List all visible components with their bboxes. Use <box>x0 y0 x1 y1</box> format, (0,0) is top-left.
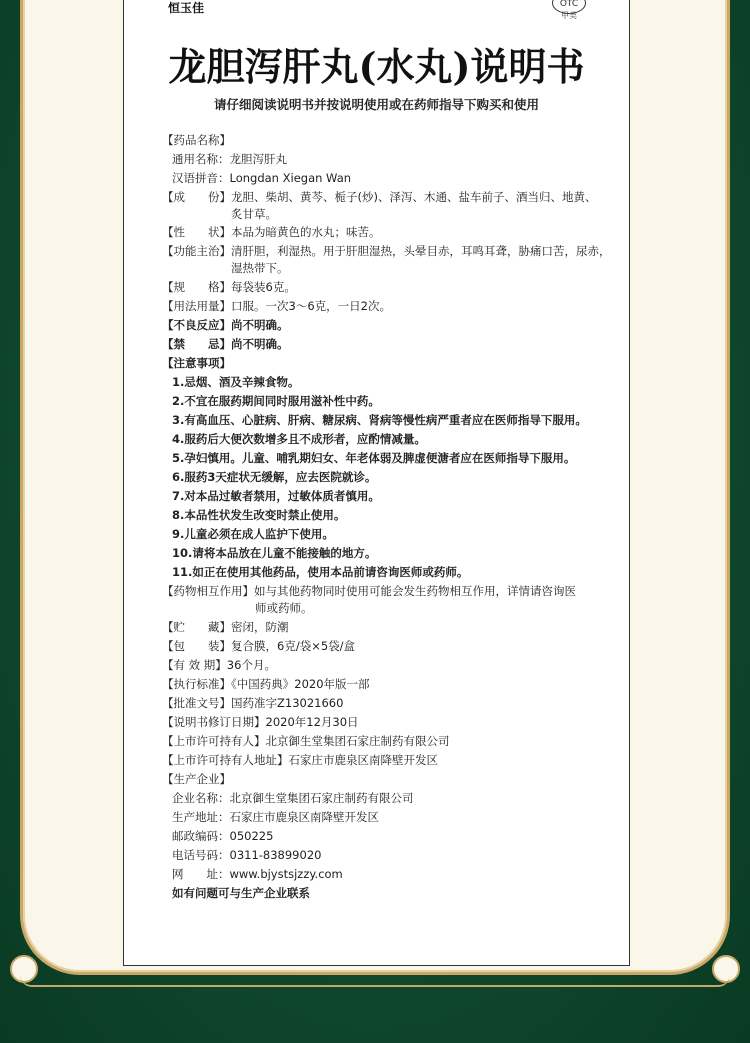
page-title: 龙胆泻肝丸(水丸)说明书 <box>168 44 585 89</box>
postcode: 邮政编码：050225 <box>172 829 274 843</box>
otc-badge: OTC <box>552 0 586 14</box>
brand-logo: 恒玉佳 <box>168 1 205 15</box>
package: 【包 装】复合膜，6克/袋×5袋/盒 <box>162 639 356 653</box>
website: 网 址：www.bjystsjzzy.com <box>172 867 343 881</box>
precaution-item: 3.有高血压、心脏病、肝病、糖尿病、肾病等慢性病严重者应在医师指导下服用。 <box>172 413 587 427</box>
company-name: 企业名称：北京御生堂集团石家庄制药有限公司 <box>172 791 414 805</box>
ingredients-line-2: 炙甘草。 <box>231 207 277 221</box>
contraindications: 【禁 忌】尚不明确。 <box>162 337 289 351</box>
precaution-item: 8.本品性状发生改变时禁止使用。 <box>172 508 346 522</box>
page-subtitle: 请仔细阅读说明书并按说明使用或在药师指导下购买和使用 <box>213 97 539 112</box>
marketing-holder-address: 【上市许可持有人地址】石家庄市鹿泉区南降壁开发区 <box>162 753 438 767</box>
revision-date: 【说明书修订日期】2020年12月30日 <box>162 715 359 729</box>
indications-line-1: 【功能主治】清肝胆，利湿热。用于肝胆湿热，头晕目赤，耳鸣耳聋，胁痛口苦，尿赤， <box>162 244 611 258</box>
interactions-line-2: 师或药师。 <box>255 601 313 615</box>
approval-number: 【批准文号】国药准字Z13021660 <box>162 696 344 710</box>
otc-category: 甲类 <box>561 11 577 20</box>
dosage: 【用法用量】口服。一次3～6克，一日2次。 <box>162 299 391 313</box>
precaution-item: 4.服药后大便次数增多且不成形者，应酌情减量。 <box>172 432 426 446</box>
generic-name: 通用名称：龙胆泻肝丸 <box>172 152 287 166</box>
pinyin-name: 汉语拼音：Longdan Xiegan Wan <box>172 171 352 185</box>
standard: 【执行标准】《中国药典》2020年版一部 <box>162 677 370 691</box>
marketing-holder: 【上市许可持有人】北京御生堂集团石家庄制药有限公司 <box>162 734 450 748</box>
storage: 【贮 藏】密闭，防潮 <box>162 620 289 634</box>
precaution-item: 11.如正在使用其他药品，使用本品前请咨询医师或药师。 <box>172 565 469 579</box>
ingredients-line-1: 【成 份】龙胆、柴胡、黄芩、栀子(炒)、泽泻、木通、盐车前子、酒当归、地黄、 <box>162 190 597 204</box>
indications-line-2: 湿热带下。 <box>231 261 289 275</box>
manufacturer-header: 【生产企业】 <box>162 772 231 786</box>
precaution-item: 7.对本品过敏者禁用，过敏体质者慎用。 <box>172 489 380 503</box>
precautions-header: 【注意事项】 <box>162 356 231 370</box>
precaution-item: 2.不宜在服药期间同时服用滋补性中药。 <box>172 394 380 408</box>
interactions-line-1: 【药物相互作用】如与其他药物同时使用可能会发生药物相互作用，详情请咨询医 <box>162 584 576 598</box>
precaution-item: 1.忌烟、酒及辛辣食物。 <box>172 375 300 389</box>
precaution-item: 9.儿童必须在成人监护下使用。 <box>172 527 334 541</box>
frame-bottom-rule <box>20 975 730 987</box>
properties: 【性 状】本品为暗黄色的水丸；味苦。 <box>162 225 381 239</box>
contact-note: 如有问题可与生产企业联系 <box>172 886 310 900</box>
adverse-reactions: 【不良反应】尚不明确。 <box>162 318 289 332</box>
drug-name-header: 【药品名称】 <box>162 133 231 147</box>
validity: 【有 效 期】36个月。 <box>162 658 276 672</box>
precaution-item: 5.孕妇慎用。儿童、哺乳期妇女、年老体弱及脾虚便溏者应在医师指导下服用。 <box>172 451 576 465</box>
specification: 【规 格】每袋装6克。 <box>162 280 296 294</box>
production-address: 生产地址：石家庄市鹿泉区南降壁开发区 <box>172 810 379 824</box>
precaution-item: 6.服药3天症状无缓解，应去医院就诊。 <box>172 470 377 484</box>
phone-number: 电话号码：0311-83899020 <box>172 848 322 862</box>
precaution-item: 10.请将本品放在儿童不能接触的地方。 <box>172 546 377 560</box>
